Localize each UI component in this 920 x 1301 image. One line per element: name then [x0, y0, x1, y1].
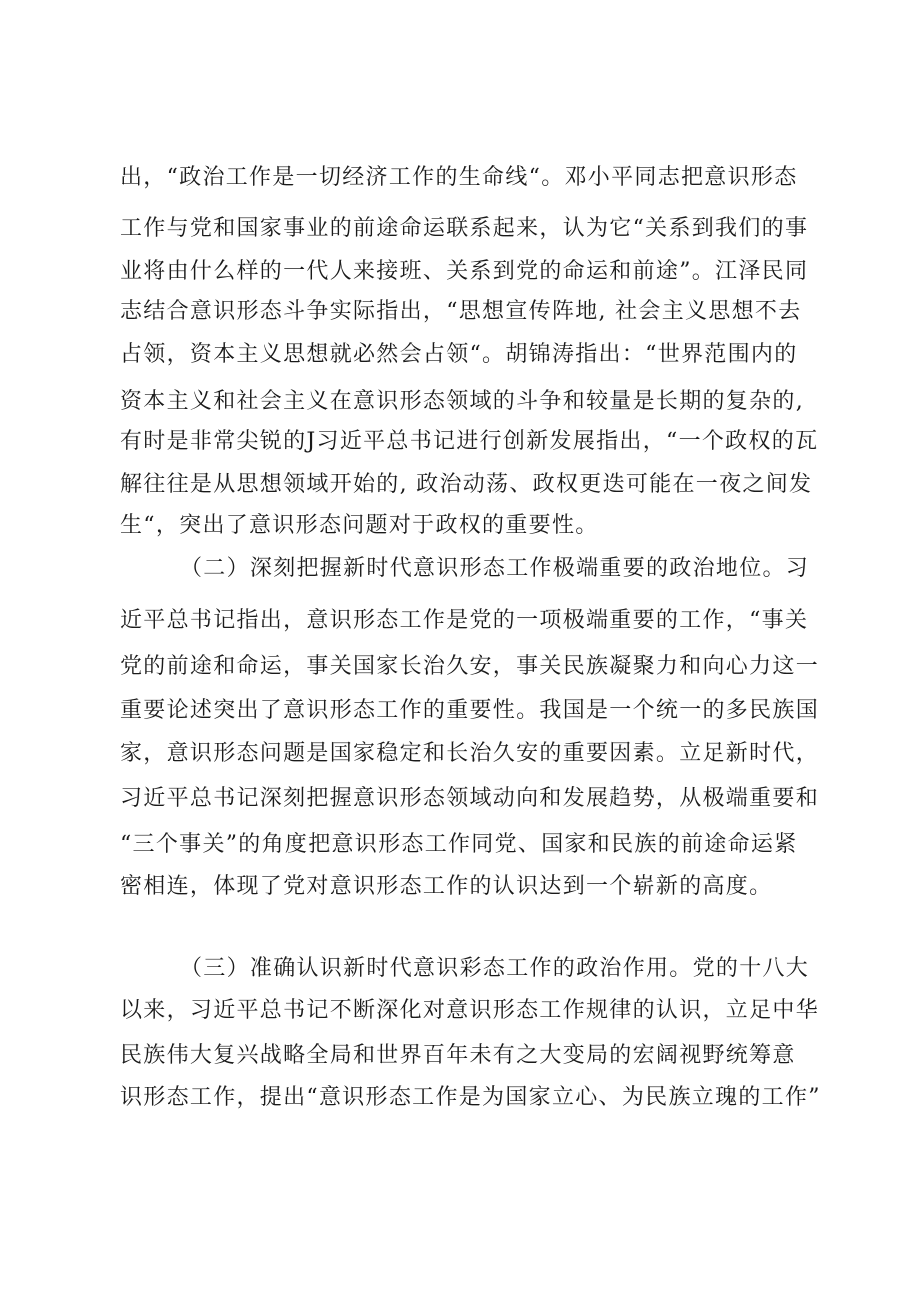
- section-heading-line: （三）准确认识新时代意识彩态工作的政治作用。党的十八大: [180, 956, 810, 981]
- text-line: 家，意识形态问题是国家稳定和长治久安的重要因素。立足新时代，: [120, 741, 820, 766]
- text-line: 民族伟大复兴战略全局和世界百年未有之大变局的宏阔视野统筹意: [120, 1043, 796, 1068]
- text-line: 重要论述突出了意识形态工作的重要性。我国是一个统一的多民族国: [120, 698, 820, 723]
- text-line: 志结合意识形态斗争实际指出，“思想宣传阵地, 社会主义思想不去: [120, 299, 802, 324]
- text-line: 密相连，体现了党对意识形态工作的认识达到一个崭新的高度。: [120, 874, 773, 899]
- text-line: 近平总书记指出，意识形态工作是党的一项极端重要的工作，“事关: [120, 608, 809, 633]
- section-heading-line: （二）深刻把握新时代意识形态工作极端重要的政治地位。习: [180, 556, 810, 581]
- text-line: 党的前途和命运，事关国家长治久安，事关民族凝聚力和向心力这一: [120, 654, 820, 679]
- text-line: 工作与党和国家事业的前途命运联系起来，认为它“关系到我们的事: [120, 216, 809, 241]
- text-line: 以来，习近平总书记不断深化对意识形态工作规律的认识，立足中华: [120, 998, 820, 1023]
- text-line: 资本主义和社会主义在意识形态领域的斗争和较量是长期的复杂的,: [120, 389, 804, 414]
- text-line: 生“，突出了意识形态问题对于政权的重要性。: [120, 513, 599, 538]
- text-line: 出，“政治工作是一切经济工作的生命线“。邓小平同志把意识形态: [120, 165, 798, 190]
- text-line: 识形态工作，提出“意识形态工作是为国家立心、为民族立瑰的工作”: [120, 1085, 821, 1110]
- text-line: “三个事关”的角度把意识形态工作同党、国家和民族的前途命运紧: [120, 832, 798, 857]
- text-line: 习近平总书记深刻把握意识形态领域动向和发展趋势，从极端重要和: [120, 786, 820, 811]
- text-line: 有时是非常尖锐的J习近平总书记进行创新发展指出，“一个政权的瓦: [120, 429, 819, 454]
- text-line: 占领，资本主义思想就必然会占领“。胡锦涛指出：“世界范围内的: [120, 342, 798, 367]
- text-line: 解往往是从思想领域开始的, 政治动荡、政权更迭可能在一夜之间发: [120, 472, 813, 497]
- text-line: 业将由什么样的一代人来接班、关系到党的命运和前途”。江泽民同: [120, 259, 809, 284]
